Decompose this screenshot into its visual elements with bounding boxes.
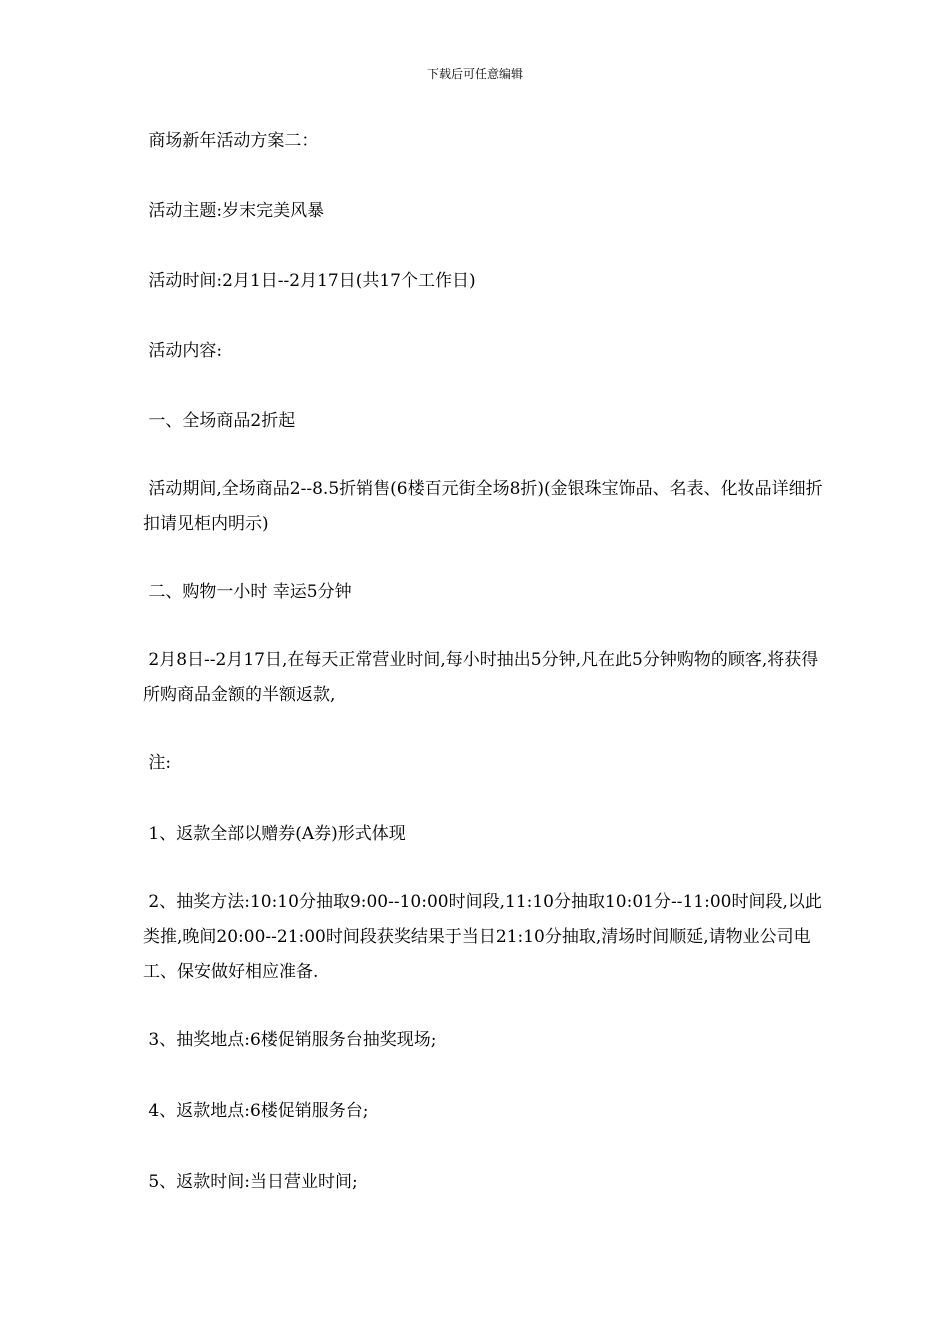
paragraph-discount: 活动期间,全场商品2--8.5折销售(6楼百元街全场8折)(金银珠宝饰品、名表、化妆品详细折扣请见柜内明示) xyxy=(143,479,823,534)
section-heading-2: 二、购物一小时 幸运5分钟 xyxy=(143,582,352,602)
note-item-5: 5、返款时间:当日营业时间; xyxy=(143,1172,358,1192)
section-heading-1: 一、全场商品2折起 xyxy=(143,411,296,431)
note-item-3: 3、抽奖地点:6楼促销服务台抽奖现场; xyxy=(143,1030,437,1050)
note-item-1: 1、返款全部以赠券(A券)形式体现 xyxy=(143,824,406,844)
paragraph-lucky-hour: 2月8日--2月17日,在每天正常营业时间,每小时抽出5分钟,凡在此5分钟购物的顾客,将获得所购商品金额的半额返款, xyxy=(143,650,819,705)
note-item-4: 4、返款地点:6楼促销服务台; xyxy=(143,1101,369,1121)
paragraph-note-label: 注: xyxy=(143,753,172,773)
doc-title: 商场新年活动方案二： xyxy=(143,131,319,151)
page-header: 下载后可任意编辑 xyxy=(426,67,523,81)
paragraph-theme: 活动主题:岁末完美风暴 xyxy=(143,201,325,221)
paragraph-time: 活动时间:2月1日--2月17日(共17个工作日) xyxy=(143,271,476,291)
note-item-2: 2、抽奖方法:10:10分抽取9:00--10:00时间段,11:10分抽取10:01分--11:00时间段,以此类推,晚间20:00--21:00时间段获奖结果于当日21:10分抽取,清场时间顺延,请物业公司电工、保安做好相应准备. xyxy=(143,892,822,982)
paragraph-content-heading: 活动内容: xyxy=(143,341,223,361)
document-body xyxy=(143,124,823,1200)
